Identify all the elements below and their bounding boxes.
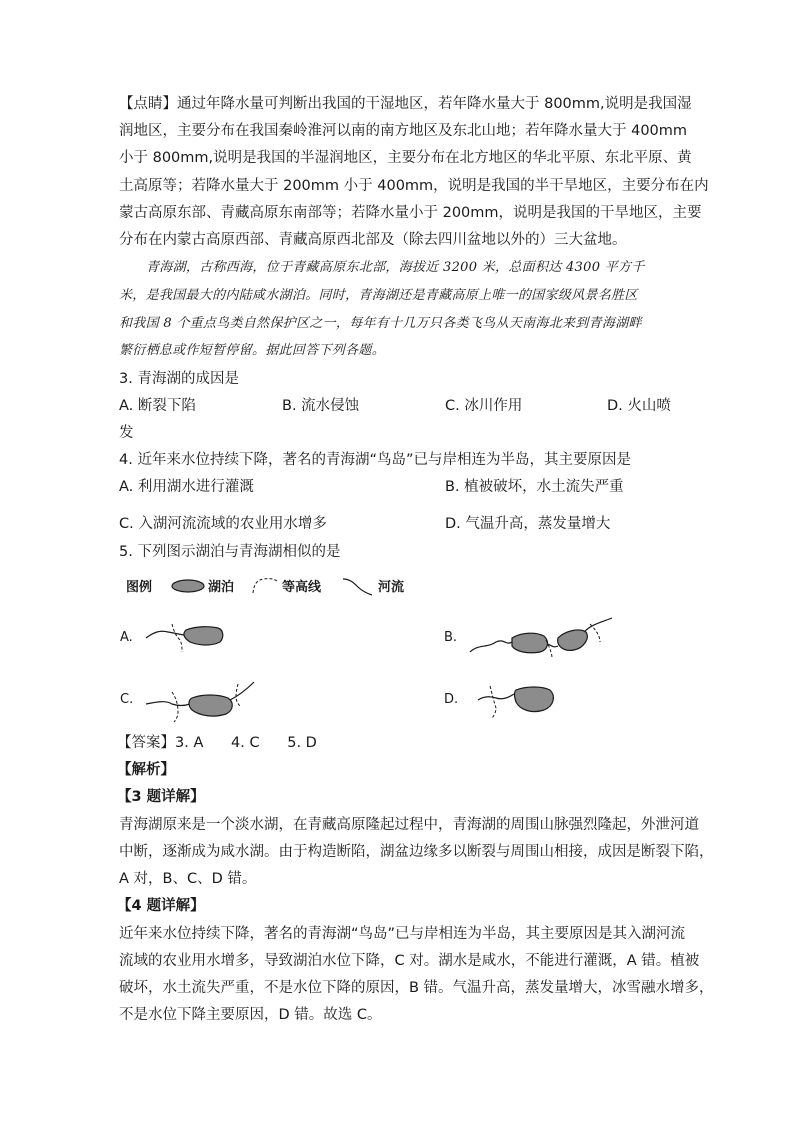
- detail-3-label: 【3 题详解】: [117, 789, 205, 805]
- tip-line-3: 小于 800mm,说明是我国的半湿润地区，主要分布在北方地区的华北平原、东北平原、黄: [119, 150, 692, 166]
- detail-4-line-1: 近年来水位持续下降，著名的青海湖“鸟岛”已与岸相连为半岛，其主要原因是其入湖河流: [119, 926, 686, 942]
- legend-lake-label: 湖泊: [208, 580, 235, 595]
- figure-d-diagram: [474, 676, 564, 720]
- detail-4-label: 【4 题详解】: [117, 898, 205, 914]
- legend-river-label: 河流: [378, 580, 405, 595]
- q4-option-c: C. 入湖河流流域的农业用水增多: [119, 516, 327, 532]
- legend-title: 图例: [126, 580, 153, 595]
- q3-option-d: D. 火山喷: [607, 398, 671, 414]
- legend-lake-icon: [170, 577, 210, 597]
- q4-option-d: D. 气温升高，蒸发量增大: [445, 516, 611, 532]
- detail-3-line-3: A 对，B、C、D 错。: [119, 871, 257, 887]
- legend-river-icon: [340, 573, 376, 599]
- legend-contour-label: 等高线: [282, 580, 322, 595]
- figure-c-diagram: [142, 678, 266, 724]
- figure-d-label: D.: [444, 692, 459, 707]
- q4-option-b: B. 植被破坏，水土流失严重: [445, 479, 624, 495]
- figure-b-diagram: [466, 612, 626, 662]
- analysis-label: 【解析】: [117, 762, 175, 778]
- figure-b-label: B.: [444, 630, 458, 645]
- tip-line-4: 土高原等；若降水量大于 200mm 小于 400mm，说明是我国的半干旱地区，主要分布在内: [119, 178, 709, 194]
- passage-line-3: 和我国 8 个重点鸟类自然保护区之一，每年有十几万只各类飞鸟从天南海北来到青海湖畔: [119, 316, 642, 331]
- tip-line-1: 【点睛】通过年降水量可判断出我国的干湿地区，若年降水量大于 800mm,说明是我国湿: [119, 96, 692, 112]
- detail-3-line-1: 青海湖原来是一个淡水湖，在青藏高原隆起过程中，青海湖的周围山脉强烈隆起，外泄河道: [119, 817, 699, 833]
- detail-4-line-2: 流域的农业用水增多，导致湖泊水位下降，C 对。湖水是咸水，不能进行灌溉，A 错。植被: [119, 953, 700, 969]
- tip-line-2: 润地区，主要分布在我国秦岭淮河以南的南方地区及东北山地；若年降水量大于 400mm: [119, 123, 688, 139]
- legend-contour-icon: [250, 575, 280, 597]
- q3-option-c: C. 冰川作用: [445, 398, 523, 414]
- figure-a-label: A.: [120, 630, 133, 645]
- answer-text: 3. A 4. C 5. D: [175, 735, 317, 751]
- q3-option-a: A. 断裂下陷: [119, 398, 196, 414]
- detail-4-line-4: 不是水位下降主要原因，D 错。故选 C。: [119, 1007, 382, 1023]
- q5-stem: 5. 下列图示湖泊与青海湖相似的是: [119, 544, 341, 560]
- tip-line-6: 分布在内蒙古高原西部、青藏高原西北部及（除去四川盆地以外的）三大盆地。: [119, 232, 627, 248]
- figure-a-diagram: [140, 618, 235, 658]
- figure-c-label: C.: [120, 692, 134, 707]
- q3-option-b: B. 流水侵蚀: [282, 398, 360, 414]
- q4-stem: 4. 近年来水位持续下降，著名的青海湖“鸟岛”已与岸相连为半岛，其主要原因是: [119, 452, 631, 468]
- tip-line-5: 蒙古高原东部、青藏高原东南部等；若降水量小于 200mm，说明是我国的干旱地区，主要: [119, 205, 702, 221]
- answer-label: 【答案】: [117, 735, 175, 751]
- q3-stem: 3. 青海湖的成因是: [119, 371, 239, 387]
- detail-4-line-3: 破坏，水土流失严重，不是水位下降的原因，B 错。气温升高，蒸发量增大，冰雪融水增多，: [119, 980, 714, 996]
- q4-option-a: A. 利用湖水进行灌溉: [119, 479, 254, 495]
- q3-wrap: 发: [119, 425, 134, 441]
- passage-line-4: 繁衍栖息或作短暂停留。据此回答下列各题。: [119, 343, 386, 358]
- passage-line-2: 米，是我国最大的内陆咸水湖泊。同时，青海湖还是青藏高原上唯一的国家级风景名胜区: [119, 288, 638, 303]
- answer-line: [117, 733, 317, 753]
- passage-line-1: 青海湖，古称西海，位于青藏高原东北部，海拔近 3200 米，总面积达 4300 平方千: [146, 260, 645, 275]
- detail-3-line-2: 中断，逐渐成为咸水湖。由于构造断陷，湖盆边缘多以断裂与周围山相接，成因是断裂下陷，: [119, 844, 714, 860]
